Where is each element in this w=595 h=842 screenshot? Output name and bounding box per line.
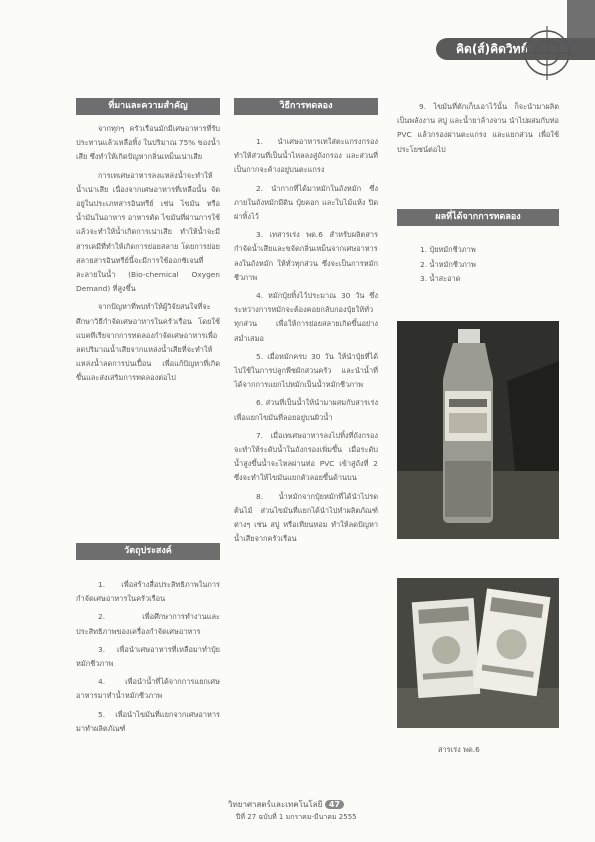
photo-caption: สารเร่ง พด.6 [438, 745, 480, 754]
method-step-9: 9. ไขมันที่ตักเก็บเอาไว้นั้น ก็จะนำมาผลิตเป็นพลังงาน สบู่ และน้ำยาล้างจาน นำไปผสมกับท่อ PVC แล้วกรองผ่านตะแกรง และแยกส่วน เพื่อใช้ประโยชน์ต่อไป [397, 102, 559, 154]
heading-results: ผลที่ได้จากการทดลอง [397, 209, 559, 226]
objective-item: 1. เพื่อสร้างสื่อประสิทธิภาพในการกำจัดเศษอาหารในครัวเรือน [76, 580, 220, 604]
method-step: 4. หมักปุ๋ยทิ้งไว้ประมาณ 30 วัน ซึ่งระหว่างการหมักจะต้องคอยกลับกองปุ๋ยให้ทั่วทุกส่วน เพื่อให้การย่อยสลายเกิดขึ้นอย่างสม่ำเสมอ [234, 291, 378, 343]
objectives-list [76, 578, 220, 740]
objective-item: 3. เพื่อนำเศษอาหารที่เหลือมาทำปุ๋ยหมักชีวภาพ [76, 644, 220, 669]
result-item: 3. น้ำสะอาด [420, 274, 461, 283]
method-steps [234, 135, 378, 550]
section-title: คิด(ส์)คิดวิทย์ [456, 42, 528, 56]
method-step: 6. ส่วนที่เป็นน้ำให้นำมาผสมกับสารเร่ง เพื่อแยกไขมันที่ลอยอยู่บนผิวน้ำ [234, 398, 378, 422]
footer-magazine [228, 798, 344, 811]
result-item: 2. น้ำหมักชีวภาพ [420, 259, 476, 269]
result-item: 1. ปุ๋ยหมักชีวภาพ [420, 245, 476, 254]
method-step: 1. นำเศษอาหารเทใส่ตะแกรงกรอง ทำให้ส่วนที่เป็นน้ำไหลลงสู่ถังกรอง และส่วนที่เป็นกากจะค้างอยู่บนตะแกรง [234, 137, 378, 175]
crosshair-icon [520, 26, 574, 80]
method-step: 5. เมื่อหมักครบ 30 วัน ให้นำปุ๋ยที่ได้ไปใช้ในการปลูกพืชผักสวนครัว และนำน้ำที่ได้จากการแยกไปหมักเป็นน้ำหมักชีวภาพ [234, 351, 378, 390]
objective-item: 4. เพื่อนำน้ำที่ได้จากการแยกเศษอาหารมาทำน้ำหมักชีวภาพ [76, 677, 220, 701]
background-paragraph-2: การเทเศษอาหารลงแหล่งน้ำจะทำให้น้ำเน่าเสีย เนื่องจากเศษอาหารที่เหลือนั้น จัดอยู่ในประเภทสารอินทรีย์ เช่น ไขมัน หรือน้ำมันในอาหาร อาหารตัด ไขมันที่ผ่านการใช้แล้วจะทำให้น้ำเกิดการเน่าเสีย ทำให้น้ำจะมีสารเคมีที่ทำให้เกิดการย่อยสลาย โดยการย่อยสลายสารอินทรีย์นี้จะมีการใช้ออกซิเจนที่ละลายในน้ำ (Bio-chemical Oxygen Demand) ที่สูงขึ้น [76, 170, 220, 294]
heading-objectives: วัตถุประสงค์ [76, 543, 220, 560]
method-step: 7. เมื่อเทเศษอาหารลงไปทิ้งที่ถังกรอง จะทำให้ระดับน้ำในถังกรองเพิ่มขึ้น เมื่อระดับน้ำสูงขึ้นน้ำจะไหลผ่านท่อ PVC เข้าสู่ถังที่ 2 ซึ่งจะทำให้ไขมันแยกตัวลอยขึ้นด้านบน [234, 430, 378, 483]
page-number: 47 [325, 800, 344, 809]
objective-item: 2. เพื่อศึกษาการทำงานและประสิทธิภาพของเครื่องกำจัดเศษอาหาร [76, 612, 220, 636]
background-text [76, 122, 220, 390]
method-step: 8. น้ำหมักจากปุ๋ยหมักที่ได้นำไปรดต้นไม้ ส่วนไขมันที่แยกได้นำไปทำผลิตภัณฑ์ต่างๆ เช่น สบู่ หรือเทียนหอม ทำให้ลดปัญหาน้ำเสียจากครัวเรือน [234, 491, 378, 544]
bottle-photo [397, 321, 559, 539]
heading-background: ที่มาและความสำคัญ [76, 98, 220, 115]
magazine-name: วิทยาศาสตร์และเทคโนโลยี [228, 800, 323, 809]
heading-method: วิธีการทดลอง [234, 98, 378, 115]
objective-item: 5. เพื่อนำไขมันที่แยกจากเศษอาหารมาทำผลิตภัณฑ์ [76, 709, 220, 733]
method-step: 3. เทสารเร่ง พด.6 สำหรับผลิตสารกำจัดน้ำเสียและขจัดกลิ่นเหม็นจากเศษอาหาร ลงในถังหมัก ให้ทั่วทุกส่วน ซึ่งจะเป็นการหมักชีวภาพ [234, 230, 378, 282]
results-list [420, 243, 476, 287]
method-step: 2. นำกากที่ได้มาหมักในถังหมัก ซึ่งภายในถังหมักมีดิน ปุ๋ยคอก และใบไม้แห้ง ปิดฝาทิ้งไว้ [234, 183, 378, 222]
issue-info: ปีที่ 27 ฉบับที่ 1 มกราคม-มีนาคม 2555 [236, 813, 357, 821]
method-step-continued [397, 100, 559, 161]
background-paragraph-3: จากปัญหาที่พบทำให้ผู้วิจัยสนใจที่จะศึกษาวิธีกำจัดเศษอาหารในครัวเรือน โดยใช้แบคทีเรียจากการทดลองกำจัดเศษอาหารเพื่อลดปริมาณน้ำเสียจากแหล่งน้ำเสียที่จะทำให้แหล่งน้ำลดการปนเปื้อน เพื่อแก้ปัญหาที่เกิดขึ้นและส่งเสริมการทดลองต่อไป [76, 302, 220, 383]
accelerator-packets-photo [397, 578, 559, 728]
background-paragraph-1: จากทุกๆ ครัวเรือนมักมีเศษอาหารที่รับประทานแล้วเหลือทิ้ง ในปริมาณ 75% ของน้ำเสีย ซึ่งทำให้เกิดปัญหากลิ่นเหม็นเน่าเสีย [76, 124, 220, 162]
